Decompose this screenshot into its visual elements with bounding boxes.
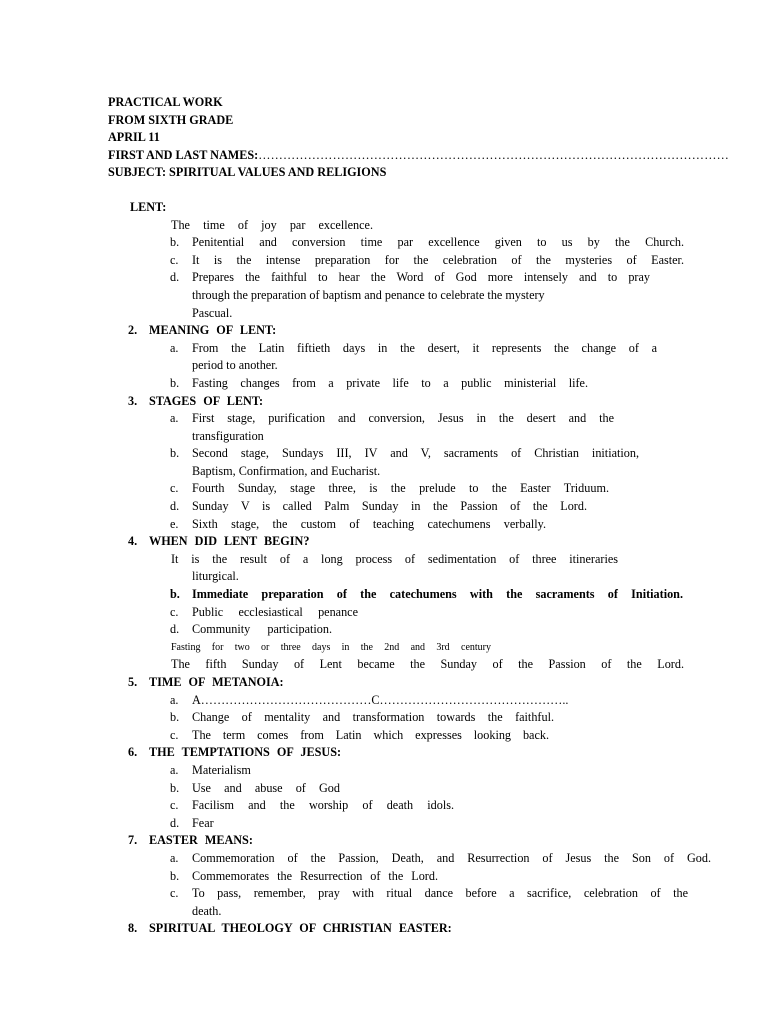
lent-item-b: b. Penitential and conversion time par excellence given to us by the Church. — [170, 235, 684, 250]
easter-item-a: a. Commemoration of the Passion, Death, and Resurrection of Jesus the Son of God. — [170, 850, 711, 865]
metanoia-item-b: b. Change of mentality and transformation towards the faithful. — [170, 710, 554, 725]
when-small-note: Fasting for two or three days in the 2nd and 3rd century — [171, 641, 491, 653]
easter-item-b: b. Commemorates the Resurrection of the Lord. — [170, 868, 438, 883]
stages-item-b-cont: Baptism, Confirmation, and Eucharist. — [192, 463, 381, 478]
temptations-item-b: b. Use and abuse of God — [170, 780, 340, 795]
section-theology-title: 8. SPIRITUAL THEOLOGY OF CHRISTIAN EASTER: — [128, 921, 452, 936]
stages-item-a-cont: transfiguration — [192, 428, 264, 443]
lent-item-d-cont2: Pascual. — [192, 305, 233, 320]
temptations-item-a: a. Materialism — [170, 762, 251, 777]
section-when-title: 4. WHEN DID LENT BEGIN? — [128, 534, 310, 549]
section-metanoia-title: 5. TIME OF METANOIA: — [128, 675, 284, 689]
when-intro: It is the result of a long process of sedimentation of three itineraries — [171, 551, 618, 566]
metanoia-item-c: c. The term comes from Latin which expresses looking back. — [170, 727, 549, 742]
lent-intro: The time of joy par excellence. — [171, 217, 373, 232]
stages-item-a: a. First stage, purification and conversion, Jesus in the desert and the — [170, 411, 614, 426]
header-subject: SUBJECT: SPIRITUAL VALUES AND RELIGIONS — [108, 165, 387, 180]
lent-item-d: d. Prepares the faithful to hear the Word of God more intensely and to pray — [170, 270, 650, 285]
document-page — [0, 94, 768, 938]
when-intro-cont: liturgical. — [192, 569, 239, 584]
temptations-item-d: d. Fear — [170, 815, 214, 830]
meaning-item-a-cont: period to another. — [192, 358, 278, 373]
stages-item-d: d. Sunday V is called Palm Sunday in the Passion of the Lord. — [170, 499, 587, 514]
lent-item-c: c. It is the intense preparation for the celebration of the mysteries of Easter. — [170, 252, 684, 267]
easter-item-c-cont: death. — [192, 903, 222, 918]
section-meaning-title: 2. MEANING OF LENT: — [128, 323, 277, 338]
when-item-d: d. Community participation. — [170, 622, 332, 637]
header-grade: FROM SIXTH GRADE — [108, 112, 234, 127]
section-easter-title: 7. EASTER MEANS: — [128, 833, 253, 848]
easter-item-c: c. To pass, remember, pray with ritual dance before a sacrifice, celebration of the — [170, 886, 688, 901]
meaning-item-a: a. From the Latin fiftieth days in the desert, it represents the change of a — [170, 340, 657, 355]
section-lent-title: LENT: — [130, 199, 167, 214]
stages-item-c: c. Fourth Sunday, stage three, is the prelude to the Easter Triduum. — [170, 481, 609, 496]
names-fill-dots: …………………………………………………………………………………………………… — [258, 147, 729, 162]
section-temptations-title: 6. THE TEMPTATIONS OF JESUS: — [128, 745, 342, 760]
stages-item-e: e. Sixth stage, the custom of teaching catechumens verbally. — [170, 516, 546, 531]
header-names-line — [108, 147, 768, 165]
header-title: PRACTICAL WORK — [108, 95, 223, 109]
when-fifth-sunday: The fifth Sunday of Lent became the Sunday of the Passion of the Lord. — [171, 657, 684, 672]
when-item-c: c. Public ecclesiastical penance — [170, 604, 358, 619]
section-stages-title: 3. STAGES OF LENT: — [128, 393, 264, 408]
metanoia-item-a: a. A……………………………………C……………………………………….. — [170, 692, 569, 707]
meaning-item-b: b. Fasting changes from a private life to a public ministerial life. — [170, 375, 588, 390]
spacer — [0, 182, 768, 199]
names-label: FIRST AND LAST NAMES: — [108, 147, 259, 162]
stages-item-b: b. Second stage, Sundays III, IV and V, sacraments of Christian initiation, — [170, 446, 639, 461]
when-item-b: b. Immediate preparation of the catechumens with the sacraments of Initiation. — [170, 587, 683, 602]
lent-item-d-cont: through the preparation of baptism and penance to celebrate the mystery — [192, 287, 545, 302]
temptations-item-c: c. Facilism and the worship of death idols. — [170, 798, 454, 813]
header-date: APRIL 11 — [108, 130, 160, 145]
